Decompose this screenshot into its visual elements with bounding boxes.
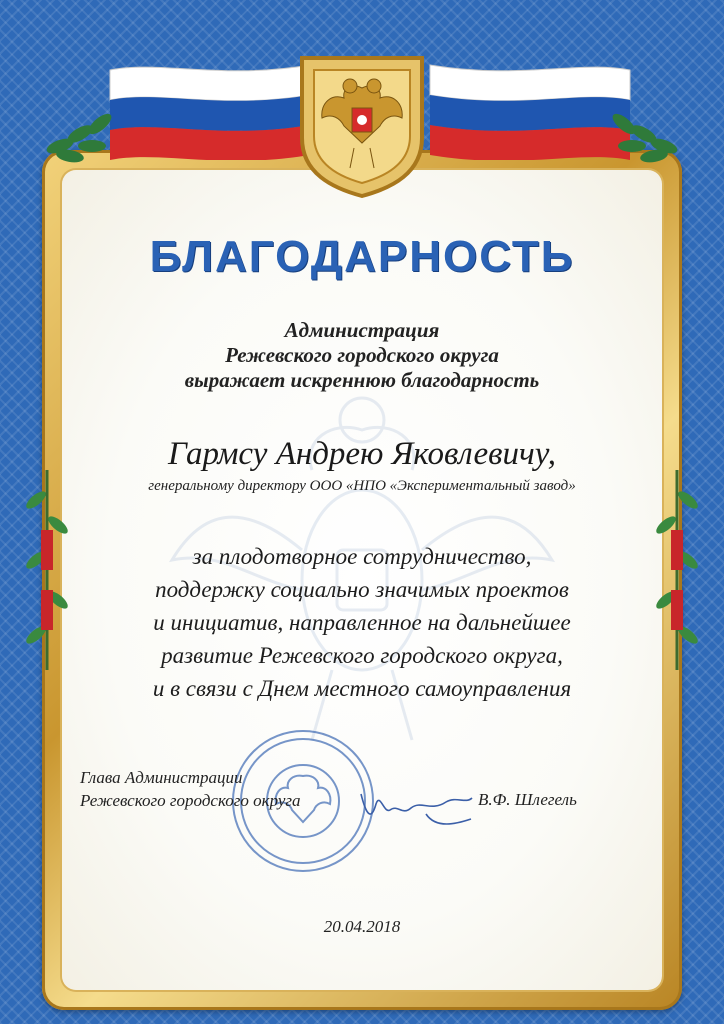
issuer-line: Администрация [284, 318, 440, 342]
signatory-title [80, 766, 301, 812]
recipient-position: генеральному директору ООО «НПО «Экспериментальный завод» [148, 478, 576, 494]
gratitude-line: за плодотворное сотрудничество, [192, 544, 532, 569]
gratitude-line: и в связи с Днем местного самоуправления [152, 676, 572, 701]
gratitude-line: развитие Режевского городского округа, [161, 643, 563, 668]
issuer-line: Режевского городского округа [225, 343, 499, 367]
signatory-title-line: Глава Администрации [80, 768, 243, 787]
signatory-name: В.Ф. Шлегель [478, 790, 577, 809]
recipient-name: Гармсу Андрею Яковлевичу, [168, 436, 556, 472]
certificate-title: БЛАГОДАРНОСТЬ [149, 232, 575, 281]
laurel-branch-icon [584, 96, 684, 176]
gratitude-text [62, 540, 662, 705]
signatory-title-line: Режевского городского округа [80, 791, 301, 810]
gratitude-line: поддержку социально значимых проектов [155, 577, 569, 602]
laurel-branch-icon [40, 96, 140, 176]
coat-of-arms-icon [292, 48, 432, 198]
issuer-block [62, 318, 662, 393]
issuer-line: выражает искреннюю благодарность [184, 368, 540, 392]
gratitude-line: и инициатив, направленное на дальнейшее [153, 610, 571, 635]
signature-icon [356, 784, 476, 834]
issue-date: 20.04.2018 [323, 917, 401, 936]
